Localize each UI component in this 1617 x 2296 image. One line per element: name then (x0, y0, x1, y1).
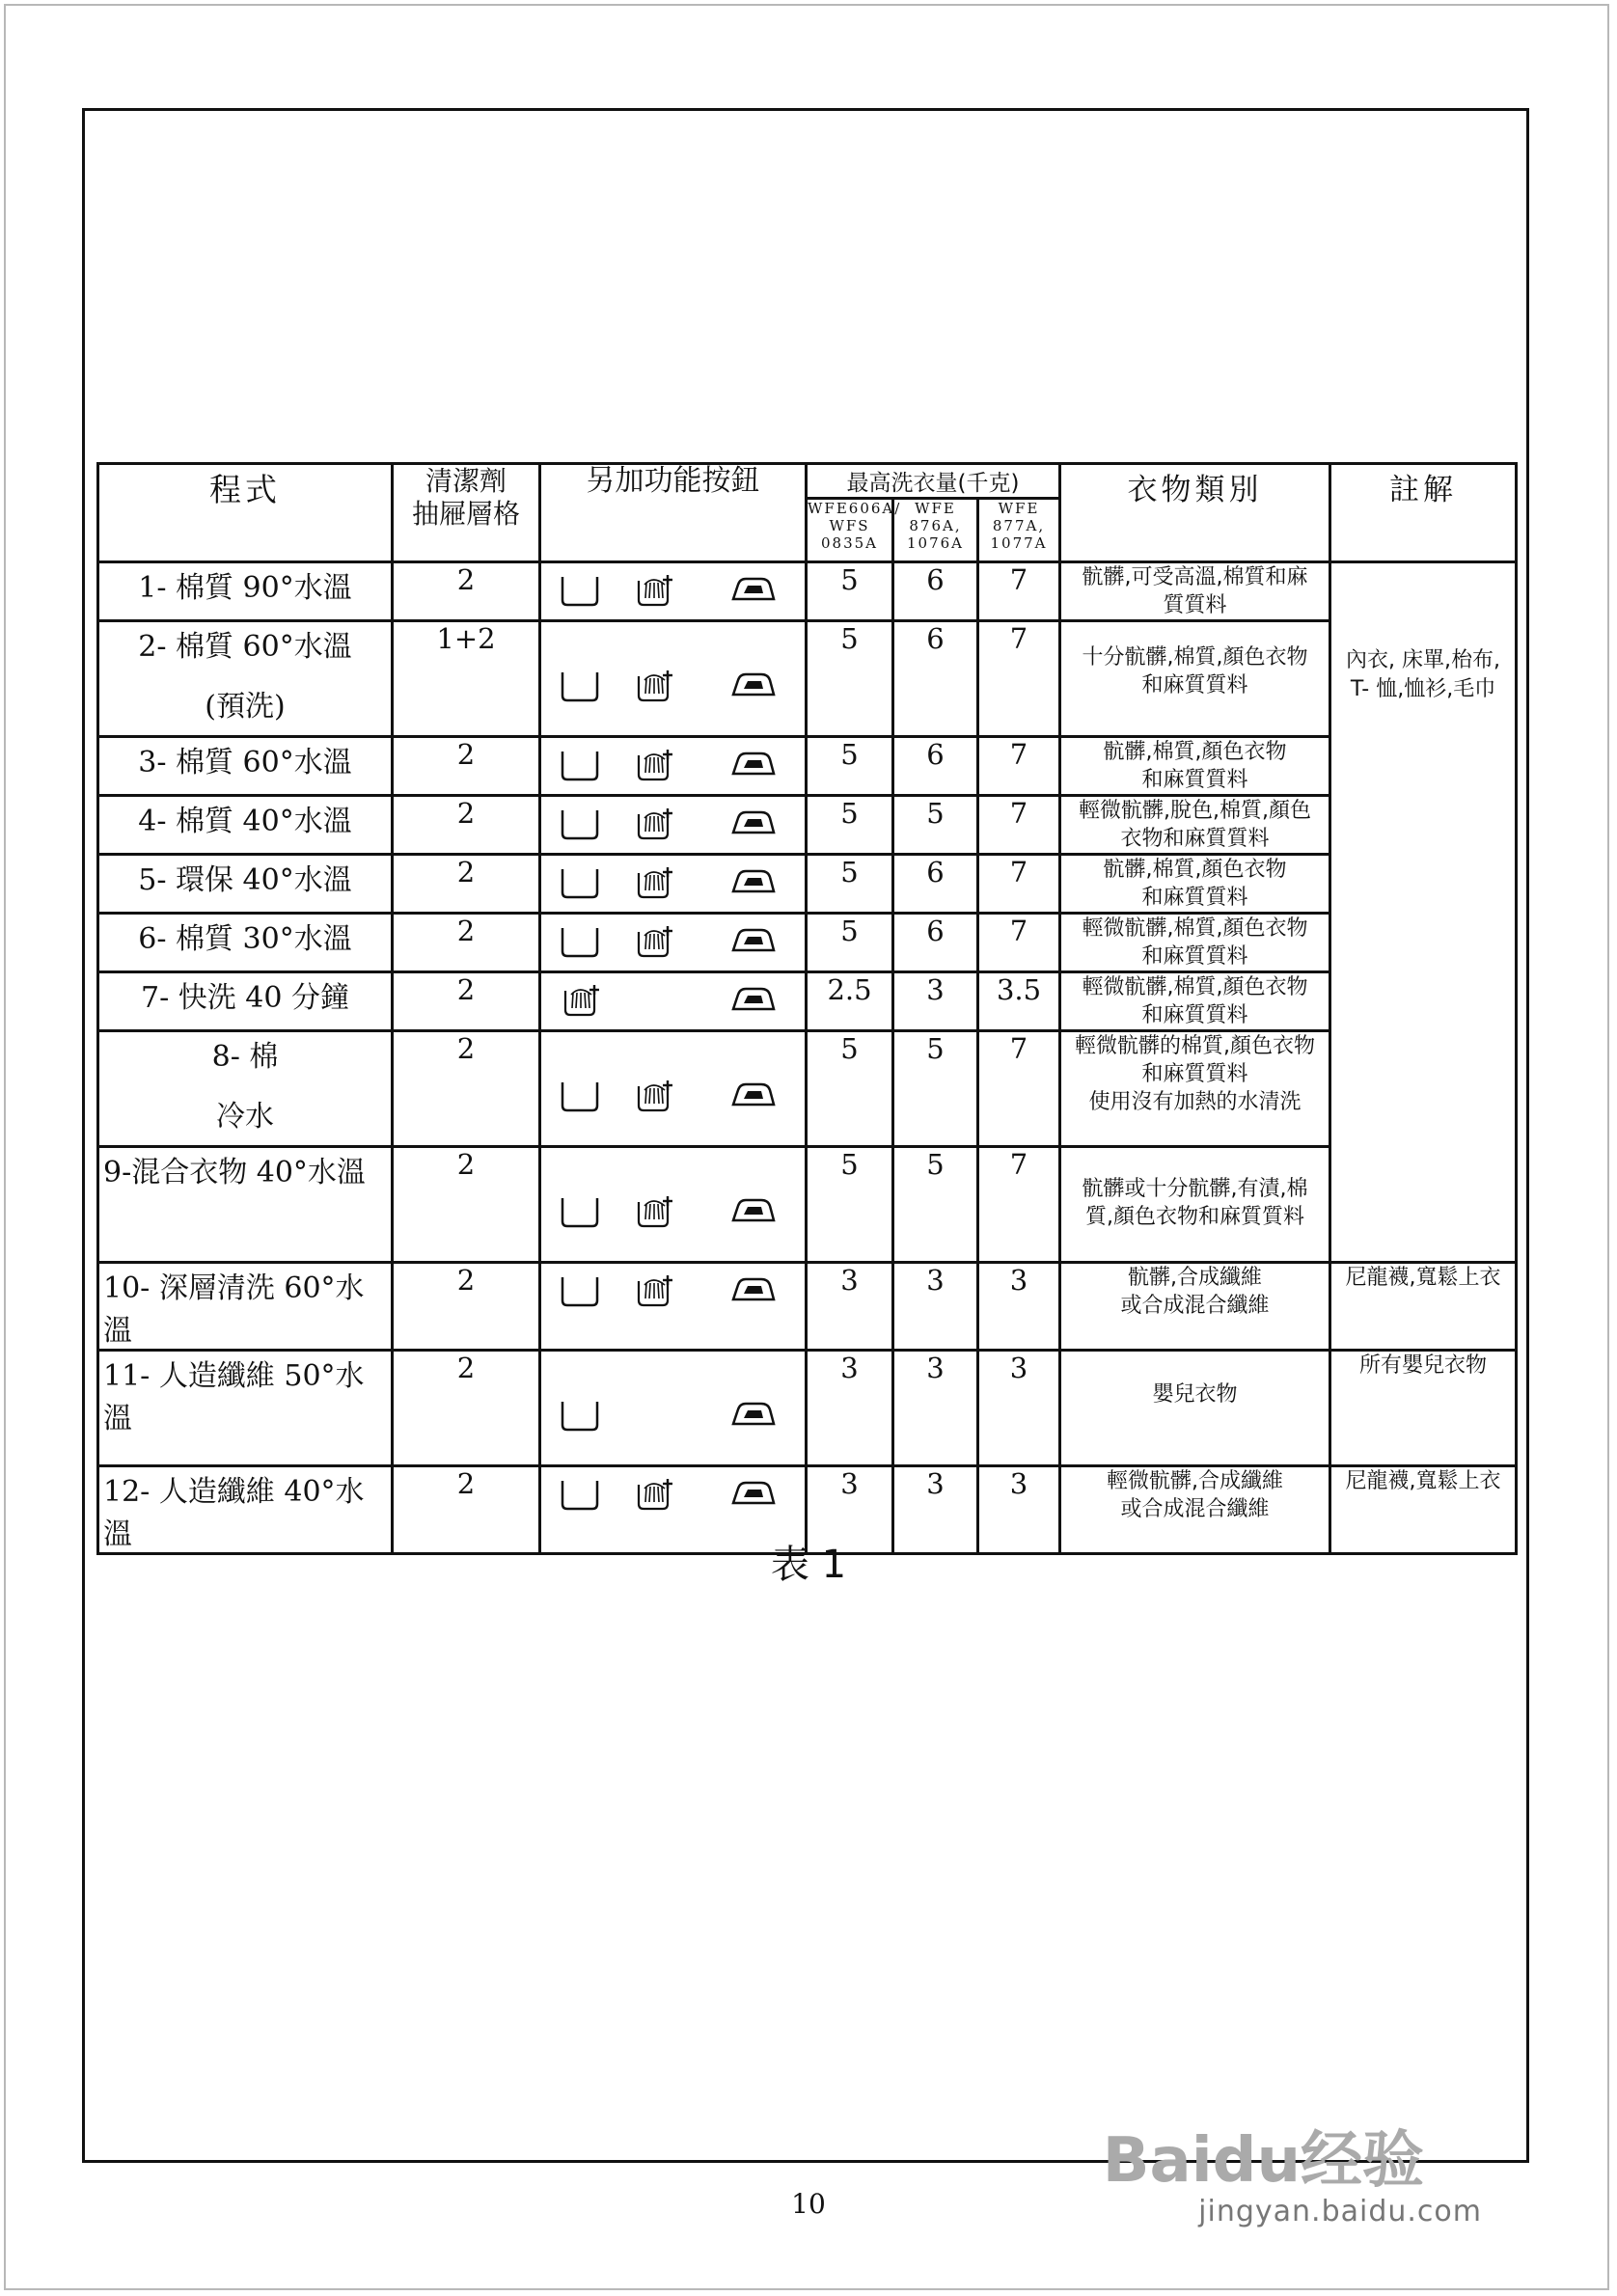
program-name (98, 1351, 393, 1466)
extra-rinse-icon (636, 669, 678, 703)
program-name-line: 6- 棉質 30°水溫 (138, 922, 352, 956)
header-model-line: WFE606A/ (808, 500, 902, 517)
fabric-type (1060, 1351, 1330, 1466)
option-icons (540, 1351, 807, 1466)
program-name (98, 914, 393, 972)
capacity-value: 7 (978, 1031, 1060, 1147)
easy-iron-icon (730, 1273, 777, 1308)
easy-iron-icon (730, 924, 777, 959)
fabric-type-line: 十分骯髒,棉質,顏色衣物 (1082, 645, 1308, 670)
fabric-type-line: 和麻質質料 (1141, 768, 1248, 792)
option-icons (540, 1031, 807, 1147)
drawer-compartment: 1+2 (393, 621, 540, 737)
program-row (98, 1147, 1517, 1263)
easy-iron-icon (730, 1194, 777, 1229)
capacity-value: 6 (893, 737, 978, 796)
capacity-value: 7 (978, 914, 1060, 972)
capacity-value: 5 (893, 796, 978, 855)
program-name (98, 1263, 393, 1351)
header-model (893, 499, 978, 562)
prewash-icon (559, 669, 601, 703)
capacity-value: 5 (807, 737, 893, 796)
extra-rinse-icon (636, 865, 678, 900)
program-row (98, 972, 1517, 1031)
program-row (98, 562, 1517, 621)
extra-rinse-icon (562, 983, 605, 1018)
option-icons (540, 855, 807, 914)
extra-rinse-icon (636, 573, 678, 608)
note-line: 尼龍襪,寬鬆上衣 (1345, 1266, 1501, 1290)
program-name-line: 3- 棉質 60°水溫 (138, 746, 352, 779)
easy-iron-icon (730, 1079, 777, 1113)
extra-rinse-icon (636, 1079, 678, 1113)
program-name-line: 10- 深層清洗 60°水溫 (103, 1271, 365, 1348)
fabric-type-line: 骯髒,棉質,顏色衣物 (1103, 740, 1287, 764)
program-name-line: 2- 棉質 60°水溫 (138, 630, 352, 664)
program-name (98, 737, 393, 796)
extra-rinse-icon (636, 924, 678, 959)
capacity-value: 6 (893, 914, 978, 972)
fabric-type-line: 衣物和麻質質料 (1120, 827, 1270, 851)
capacity-value: 5 (807, 1147, 893, 1263)
extra-rinse-icon (636, 806, 678, 841)
capacity-value: 3 (893, 972, 978, 1031)
fabric-type (1060, 737, 1330, 796)
fabric-type-line: 質質料 (1163, 593, 1227, 617)
prewash-icon (559, 748, 601, 782)
capacity-value: 3 (807, 1263, 893, 1351)
program-row (98, 1031, 1517, 1147)
table-caption: 表 1 (770, 1543, 847, 1587)
program-row (98, 914, 1517, 972)
note (1330, 1351, 1517, 1466)
header-model-line: 1077A (990, 534, 1048, 552)
option-icons (540, 796, 807, 855)
header-model-line: WFE (915, 500, 956, 517)
fabric-type (1060, 796, 1330, 855)
fabric-type-line: 和麻質質料 (1141, 1003, 1248, 1027)
option-icons (540, 914, 807, 972)
fabric-type-line: 質,顏色衣物和麻質質料 (1085, 1205, 1305, 1229)
capacity-value: 7 (978, 1147, 1060, 1263)
program-name-line: 1- 棉質 90°水溫 (138, 571, 352, 605)
header-model-line: 876A, (909, 517, 962, 534)
page-number: 10 (791, 2188, 826, 2220)
program-table (96, 462, 1518, 1555)
fabric-type-line: 和麻質質料 (1141, 673, 1248, 697)
program-name-line: 12- 人造纖維 40°水溫 (103, 1475, 365, 1551)
fabric-type-line: 輕微骯髒,棉質,顏色衣物 (1082, 975, 1308, 999)
capacity-value: 7 (978, 621, 1060, 737)
header-drawer-line: 清潔劑 (425, 465, 507, 497)
program-name (98, 972, 393, 1031)
capacity-value: 3 (893, 1351, 978, 1466)
header-capacity: 最高洗衣量(千克) (807, 464, 1060, 499)
header-model-line: WFE (998, 500, 1040, 517)
program-name (98, 621, 393, 737)
fabric-type (1060, 562, 1330, 621)
capacity-value: 3 (893, 1263, 978, 1351)
prewash-icon (559, 924, 601, 959)
drawer-compartment: 2 (393, 1466, 540, 1554)
easy-iron-icon (730, 865, 777, 900)
header-fabric: 衣物類別 (1060, 464, 1330, 562)
program-name-line: 7- 快洗 40 分鐘 (140, 981, 349, 1015)
option-icons (540, 621, 807, 737)
drawer-compartment: 2 (393, 1351, 540, 1466)
fabric-type-line: 和麻質質料 (1141, 1062, 1248, 1086)
program-name-line: 8- 棉 (211, 1040, 279, 1074)
note-line: 尼龍襪,寬鬆上衣 (1345, 1469, 1501, 1493)
prewash-icon (559, 1273, 601, 1308)
header-drawer (393, 464, 540, 562)
program-row (98, 796, 1517, 855)
program-row (98, 1351, 1517, 1466)
capacity-value: 5 (893, 1031, 978, 1147)
easy-iron-icon (730, 669, 777, 703)
capacity-value: 7 (978, 796, 1060, 855)
drawer-compartment: 2 (393, 737, 540, 796)
capacity-value: 5 (807, 855, 893, 914)
program-name (98, 1147, 393, 1263)
easy-iron-icon (730, 1477, 777, 1512)
header-notes: 註解 (1330, 464, 1517, 562)
shared-note-line: T- 恤,恤衫,毛巾 (1350, 677, 1496, 701)
capacity-value: 3.5 (978, 972, 1060, 1031)
drawer-compartment: 2 (393, 1031, 540, 1147)
capacity-value: 3 (978, 1466, 1060, 1554)
fabric-type (1060, 1263, 1330, 1351)
extra-rinse-icon (636, 748, 678, 782)
drawer-compartment: 2 (393, 1147, 540, 1263)
program-row (98, 737, 1517, 796)
option-icons (540, 1263, 807, 1351)
capacity-value: 5 (807, 914, 893, 972)
header-model-line: WFS (829, 517, 870, 534)
prewash-icon (559, 1477, 601, 1512)
drawer-compartment: 2 (393, 1263, 540, 1351)
program-name-line: 冷水 (216, 1100, 274, 1134)
capacity-value: 6 (893, 855, 978, 914)
fabric-type-line: 使用沒有加熱的水清洗 (1088, 1090, 1302, 1114)
prewash-icon (559, 1079, 601, 1113)
header-drawer-line: 抽屜層格 (411, 498, 520, 530)
prewash-icon (559, 806, 601, 841)
easy-iron-icon (730, 806, 777, 841)
capacity-value: 7 (978, 855, 1060, 914)
drawer-compartment: 2 (393, 855, 540, 914)
fabric-type-line: 輕微骯髒的棉質,顏色衣物 (1075, 1034, 1316, 1058)
prewash-icon (559, 573, 601, 608)
drawer-compartment: 2 (393, 562, 540, 621)
capacity-value: 5 (893, 1147, 978, 1263)
drawer-compartment: 2 (393, 796, 540, 855)
prewash-icon (559, 1194, 601, 1229)
shared-note (1330, 562, 1517, 1263)
capacity-value: 5 (807, 562, 893, 621)
program-name (98, 796, 393, 855)
capacity-value: 7 (978, 562, 1060, 621)
fabric-type (1060, 1147, 1330, 1263)
capacity-value: 6 (893, 621, 978, 737)
fabric-type-line: 輕微骯髒,棉質,顏色衣物 (1082, 916, 1308, 941)
capacity-value: 3 (978, 1263, 1060, 1351)
program-name-line: 5- 環保 40°水溫 (138, 863, 352, 897)
program-name-line: 11- 人造纖維 50°水溫 (103, 1359, 365, 1435)
header-model (807, 499, 902, 562)
capacity-value: 5 (807, 796, 893, 855)
program-name (98, 562, 393, 621)
fabric-type-line: 嬰兒衣物 (1152, 1382, 1238, 1407)
drawer-compartment: 2 (393, 914, 540, 972)
header-model-line: 1076A (906, 534, 964, 552)
program-row (98, 855, 1517, 914)
easy-iron-icon (730, 573, 777, 608)
header-model-line: 0835A (820, 534, 878, 552)
program-name-line: 4- 棉質 40°水溫 (138, 805, 352, 838)
easy-iron-icon (730, 1398, 777, 1433)
option-icons (540, 562, 807, 621)
program-row (98, 621, 1517, 737)
fabric-type-line: 骯髒,合成纖維 (1128, 1266, 1263, 1290)
easy-iron-icon (730, 983, 777, 1018)
prewash-icon (559, 1398, 601, 1433)
shared-note-line: 內衣, 床單,枱布, (1346, 648, 1501, 672)
fabric-type-line: 或合成混合纖維 (1120, 1497, 1270, 1521)
program-name (98, 855, 393, 914)
prewash-icon (559, 865, 601, 900)
fabric-type-line: 或合成混合纖維 (1120, 1294, 1270, 1318)
watermark-brand: Baidu经验 (1102, 2125, 1424, 2197)
header-model-line: 877A, (992, 517, 1046, 534)
capacity-value: 3 (893, 1466, 978, 1554)
capacity-value: 5 (807, 1031, 893, 1147)
fabric-type-line: 骯髒,棉質,顏色衣物 (1103, 858, 1287, 882)
capacity-value: 2.5 (807, 972, 893, 1031)
fabric-type-line: 骯髒或十分骯髒,有漬,棉 (1082, 1177, 1308, 1201)
header-options: 另加功能按鈕 (540, 464, 807, 562)
option-icons (540, 972, 807, 1031)
note-line: 所有嬰兒衣物 (1359, 1353, 1488, 1378)
fabric-type (1060, 972, 1330, 1031)
option-icons (540, 737, 807, 796)
fabric-type-line: 輕微骯髒,脫色,棉質,顏色 (1079, 799, 1312, 823)
fabric-type (1060, 621, 1330, 737)
extra-rinse-icon (636, 1194, 678, 1229)
fabric-type-line: 輕微骯髒,合成纖維 (1107, 1469, 1284, 1493)
header-program: 程式 (98, 464, 393, 562)
capacity-value: 7 (978, 737, 1060, 796)
fabric-type-line: 和麻質質料 (1141, 944, 1248, 969)
fabric-type (1060, 855, 1330, 914)
capacity-value: 3 (978, 1351, 1060, 1466)
fabric-type (1060, 1031, 1330, 1147)
program-row (98, 1263, 1517, 1351)
capacity-value: 5 (807, 621, 893, 737)
drawer-compartment: 2 (393, 972, 540, 1031)
extra-rinse-icon (636, 1477, 678, 1512)
note (1330, 1263, 1517, 1351)
option-icons (540, 1147, 807, 1263)
program-name (98, 1031, 393, 1147)
program-name-line: 9-混合衣物 40°水溫 (103, 1156, 366, 1189)
fabric-type (1060, 914, 1330, 972)
program-name-line: (預洗) (205, 690, 286, 724)
capacity-value: 3 (807, 1351, 893, 1466)
fabric-type-line: 骯髒,可受高溫,棉質和麻 (1082, 565, 1308, 589)
header-model (978, 499, 1060, 562)
extra-rinse-icon (636, 1273, 678, 1308)
fabric-type-line: 和麻質質料 (1141, 886, 1248, 910)
capacity-value: 3 (807, 1466, 893, 1554)
watermark-url: jingyan.baidu.com (1198, 2195, 1482, 2228)
capacity-value: 6 (893, 562, 978, 621)
easy-iron-icon (730, 748, 777, 782)
